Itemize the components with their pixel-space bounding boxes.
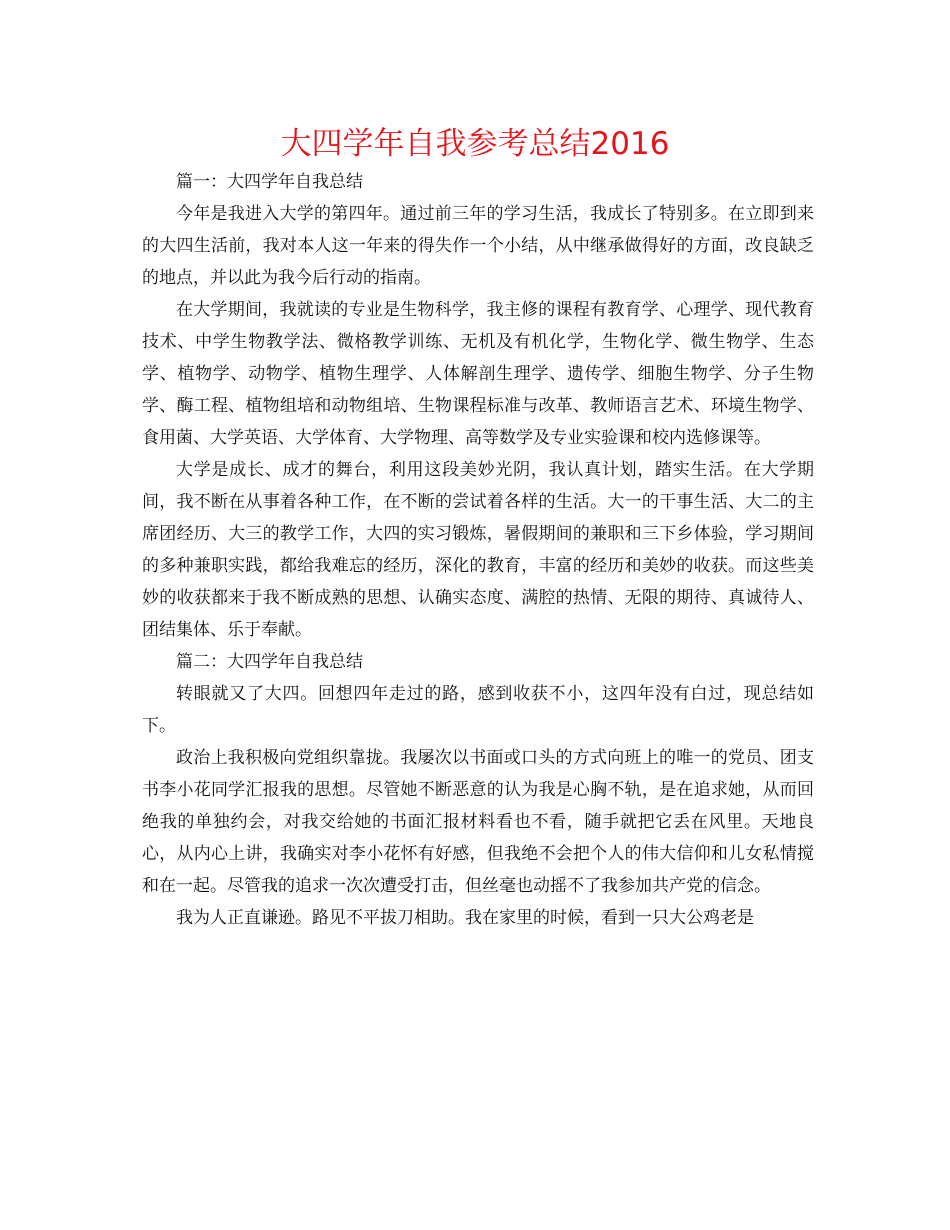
paragraph: 政治上我积极向党组织靠拢。我屡次以书面或口头的方式向班上的唯一的党员、团支书李小花同学汇报我的思想。尽管她不断恶意的认为我是心胸不轨，是在追求她，从而回绝我的单独约会，对我交给她的书面汇报材料看也不看，随手就把它丢在风里。天地良心，从内心上讲，我确实对李小花怀有好感，但我绝不会把个人的伟大信仰和儿女私情搅和在一起。尽管我的追求一次次遭受打击，但丝毫也动摇不了我参加共产党的信念。 — [142, 748, 814, 896]
paragraph: 在大学期间，我就读的专业是生物科学，我主修的课程有教育学、心理学、现代教育技术、中学生物教学法、微格教学训练、无机及有机化学，生物化学、微生物学、生态学、植物学、动物学、植物生理学、人体解剖生理学、遗传学、细胞生物学、分子生物学、酶工程、植物组培和动物组培、生物课程标准与改革、教师语言艺术、环境生物学、食用菌、大学英语、大学体育、大学物理、高等数学及专业实验课和校内选修课等。 — [142, 300, 814, 448]
paragraph: 今年是我进入大学的第四年。通过前三年的学习生活，我成长了特别多。在立即到来的大四生活前，我对本人这一年来的得失作一个小结，从中继承做得好的方面，改良缺乏的地点，并以此为我今后行动的指南。 — [142, 204, 814, 288]
document-title: 大四学年自我参考总结2016 — [280, 126, 670, 162]
section-heading-1: 篇一：大四学年自我总结 — [176, 172, 363, 192]
paragraph: 大学是成长、成才的舞台，利用这段美妙光阴，我认真计划，踏实生活。在大学期间，我不断在从事着各种工作，在不断的尝试着各样的生活。大一的干事生活、大二的主席团经历、大三的教学工作，大四的实习锻炼，暑假期间的兼职和三下乡体验，学习期间的多种兼职实践，都给我难忘的经历，深化的教育，丰富的经历和美妙的收获。而这些美妙的收获都来于我不断成熟的思想、认确实态度、满腔的热情、无限的期待、真诚待人、团结集体、乐于奉献。 — [142, 460, 814, 640]
paragraph: 转眼就又了大四。回想四年走过的路，感到收获不小，这四年没有白过，现总结如下。 — [142, 684, 814, 736]
paragraph: 我为人正直谦逊。路见不平拔刀相助。我在家里的时候，看到一只大公鸡老是 — [176, 908, 754, 928]
section-heading-2: 篇二：大四学年自我总结 — [176, 652, 363, 672]
document-body — [142, 166, 814, 934]
